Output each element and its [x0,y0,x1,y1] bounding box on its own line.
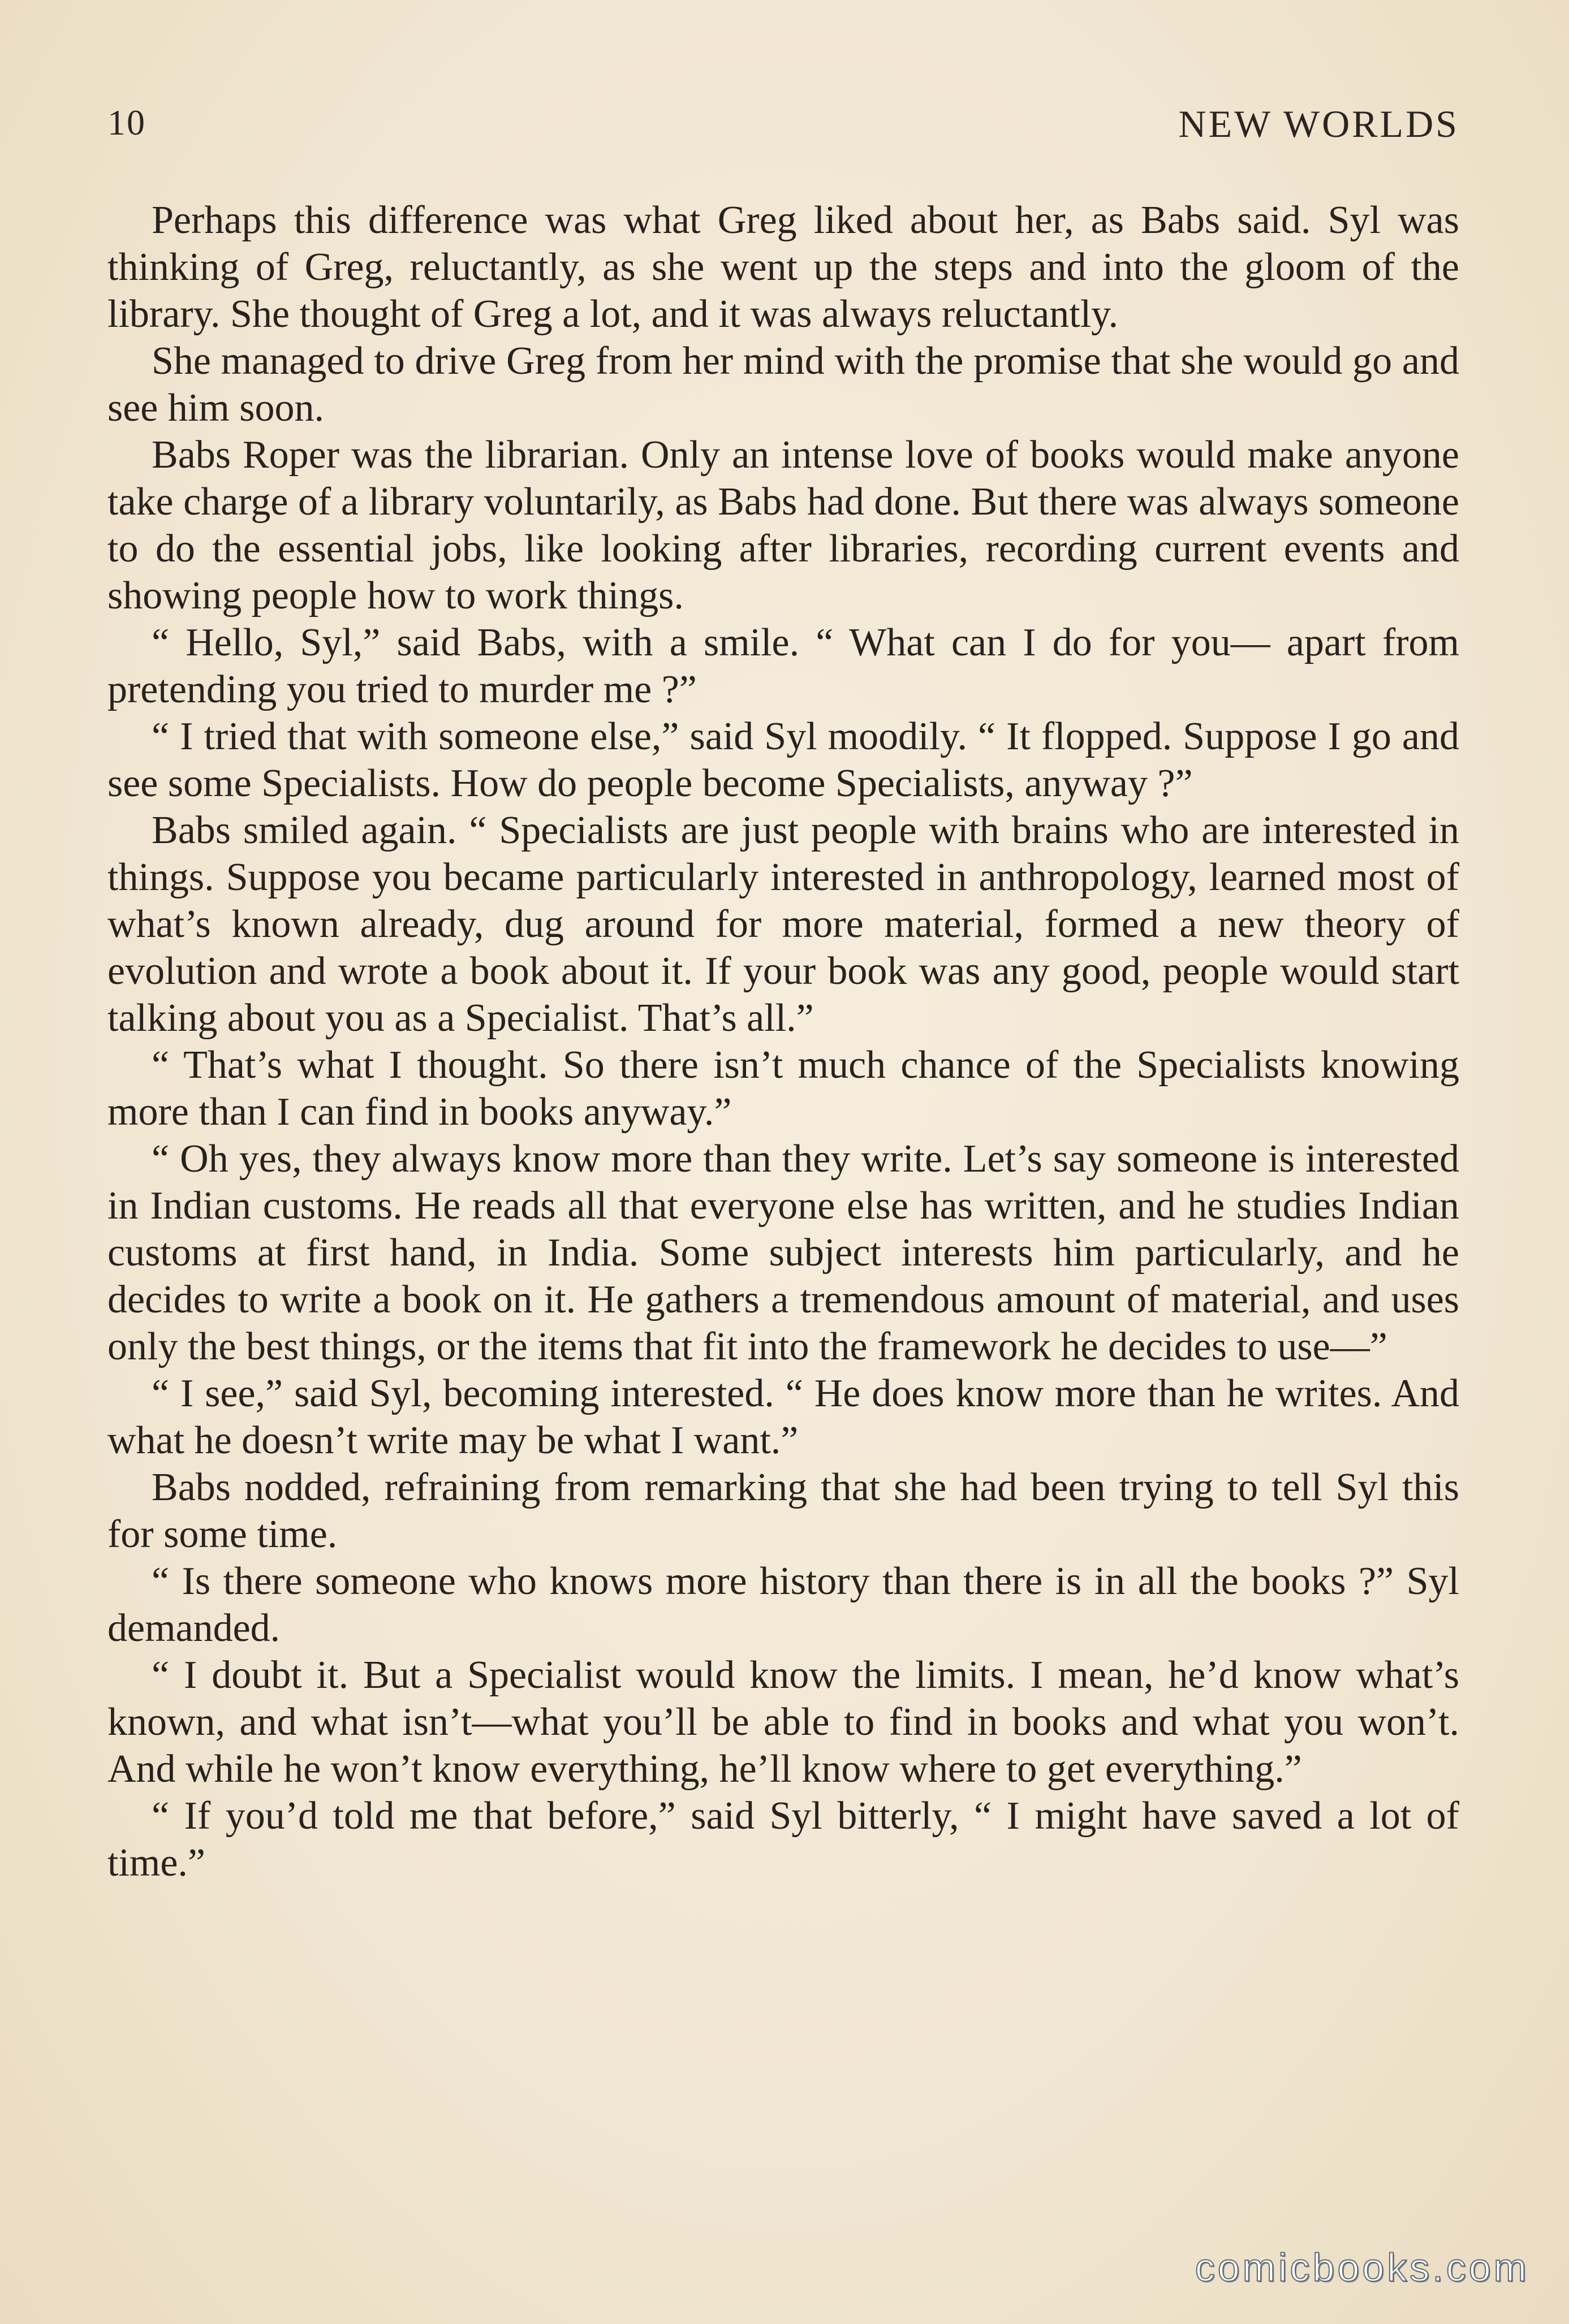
paragraph: “ I see,” said Syl, becoming interested. “ He does know more than he writes. And what he doesn’t write may be what I want.” [107,1372,1459,1462]
book-title: NEW WORLDS [1178,102,1459,145]
paragraph: She managed to drive Greg from her mind with the promise that she would go and see him soon. [107,339,1459,430]
paragraph: “ Hello, Syl,” said Babs, with a smile. “ What can I do for you— apart from pretending you tried to murder me ?” [107,621,1459,711]
paragraph: “ If you’d told me that before,” said Syl bitterly, “ I might have saved a lot of time.” [107,1794,1459,1885]
page-number: 10 [107,102,146,142]
paragraph: Perhaps this difference was what Greg liked about her, as Babs said. Syl was thinking of Greg, reluctantly, as she went up the steps and into the gloom of the library. She thought of Greg a lot, and it was always reluctantly. [107,198,1459,336]
paragraph: “ I doubt it. But a Specialist would know the limits. I mean, he’d know what’s known, and what isn’t—what you’ll be able to find in books and what you won’t. And while he won’t know everything, he’ll know where to get everything.” [107,1653,1459,1791]
paragraph: Babs nodded, refraining from remarking that she had been trying to tell Syl this for some time. [107,1466,1459,1556]
paragraph: Babs smiled again. “ Specialists are just people with brains who are interested in things. Suppose you became particularly interested in anthropology, learned most of what’s known already, dug around for more material, formed a new theory of evolution and wrote a book about it. If your book was any good, people would start talking about you as a Specialist. That’s all.” [107,809,1459,1040]
paragraph: “ That’s what I thought. So there isn’t much chance of the Specialists knowing more than I can find in books anyway.” [107,1043,1459,1134]
body-text [107,197,1459,1886]
paragraph: “ Is there someone who knows more history than there is in all the books ?” Syl demanded. [107,1560,1459,1650]
paragraph: “ I tried that with someone else,” said Syl moodily. “ It flopped. Suppose I go and see some Specialists. How do people become Specialists, anyway ?” [107,715,1459,805]
paragraph: “ Oh yes, they always know more than they write. Let’s say someone is interested in Indian customs. He reads all that everyone else has written, and he studies Indian customs at first hand, in India. Some subject interests him particularly, and he decides to write a book on it. He gathers a tremendous amount of material, and uses only the best things, or the items that fit into the framework he decides to use—” [107,1137,1459,1368]
paragraph: Babs Roper was the librarian. Only an intense love of books would make anyone take charge of a library voluntarily, as Babs had done. But there was always someone to do the essential jobs, like looking after libraries, recording current events and showing people how to work things. [107,433,1459,617]
running-head [107,102,1459,153]
site-watermark: comicbooks.com [1195,2245,1529,2290]
